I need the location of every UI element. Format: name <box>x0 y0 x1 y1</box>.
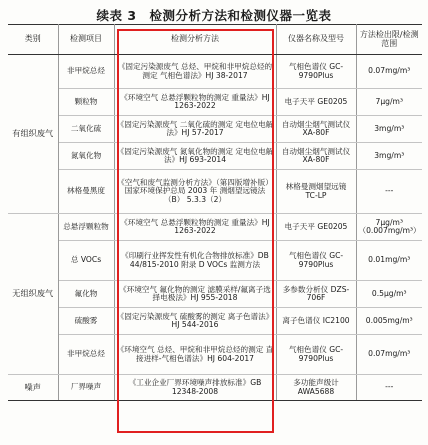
cell-limit: 0.07mg/m³ <box>356 55 422 89</box>
cell-method: 《固定污染源废气 氮氧化物的测定 定电位电解法》HJ 693-2014 <box>114 143 276 170</box>
cell-instrument: 林格曼测烟望远镜 TC-LP <box>276 170 356 214</box>
cell-limit: 0.5μg/m³ <box>356 281 422 308</box>
cell-method: 《环境空气 总悬浮颗粒物的测定 重量法》HJ 1263-2022 <box>114 89 276 116</box>
cell-instrument: 电子天平 GE0205 <box>276 214 356 241</box>
cell-item: 非甲烷总烃 <box>58 335 114 375</box>
method-instrument-table <box>8 24 422 401</box>
cell-item: 厂界噪声 <box>58 375 114 401</box>
cell-method: 《印刷行业挥发性有机化合物排放标准》DB 44/815-2010 附录 D VOCs 监测方法 <box>114 241 276 281</box>
table-row <box>8 143 422 170</box>
header-method: 检测分析方法 <box>114 25 276 55</box>
cell-instrument: 气相色谱仪 GC-9790Plus <box>276 55 356 89</box>
cell-instrument: 电子天平 GE0205 <box>276 89 356 116</box>
header-item: 检测项目 <box>58 25 114 55</box>
cell-instrument: 气相色谱仪 GC-9790Plus <box>276 335 356 375</box>
cell-item: 氟化物 <box>58 281 114 308</box>
cell-item: 总 VOCs <box>58 241 114 281</box>
cell-method: 《固定污染源废气 总烃、甲烷和非甲烷总烃的测定 气相色谱法》HJ 38-2017 <box>114 55 276 89</box>
cell-limit: 3mg/m³ <box>356 143 422 170</box>
cell-item: 非甲烷总烃 <box>58 55 114 89</box>
cell-instrument: 自动烟尘烟气测试仪 XA-80F <box>276 116 356 143</box>
table-row <box>8 308 422 335</box>
table-row <box>8 116 422 143</box>
cell-limit: --- <box>356 375 422 401</box>
cell-limit: 0.01mg/m³ <box>356 241 422 281</box>
table-header-row <box>8 25 422 55</box>
table-row <box>8 89 422 116</box>
cell-method: 《环境空气 总悬浮颗粒物的测定 重量法》HJ 1263-2022 <box>114 214 276 241</box>
cell-method: 《环境空气 总烃、甲烷和非甲烷总烃的测定 直接进样-气相色谱法》HJ 604-2017 <box>114 335 276 375</box>
table-row <box>8 214 422 241</box>
cell-method: 《固定污染源废气 硫酸雾的测定 离子色谱法》HJ 544-2016 <box>114 308 276 335</box>
cell-limit: 7μg/m³ <box>356 89 422 116</box>
cell-instrument: 多功能声级计 AWA5688 <box>276 375 356 401</box>
cell-limit: 0.005mg/m³ <box>356 308 422 335</box>
cell-item: 颗粒物 <box>58 89 114 116</box>
cell-item: 二氧化硫 <box>58 116 114 143</box>
table-row <box>8 281 422 308</box>
cell-instrument: 多参数分析仪 DZS-706F <box>276 281 356 308</box>
table-row <box>8 375 422 401</box>
cell-method: 《固定污染源废气 二氧化硫的测定 定电位电解法》HJ 57-2017 <box>114 116 276 143</box>
header-instrument: 仪器名称及型号 <box>276 25 356 55</box>
cell-method: 《空气和废气监测分析方法》（第四版增补版）国家环境保护总局 2003 年 测烟望远镜法（B） 5.3.3（2） <box>114 170 276 214</box>
cell-limit: 7μg/m³（0.007mg/m³） <box>356 214 422 241</box>
cell-instrument: 自动烟尘烟气测试仪 XA-80F <box>276 143 356 170</box>
cell-instrument: 气相色谱仪 GC-9790Plus <box>276 241 356 281</box>
cell-item: 林格曼黑度 <box>58 170 114 214</box>
cell-method: 《环境空气 氟化物的测定 滤膜采样/氟离子选择电极法》HJ 955-2018 <box>114 281 276 308</box>
table-title: 续表 3 检测分析方法和检测仪器一览表 <box>96 8 332 23</box>
table-row <box>8 335 422 375</box>
cell-limit: --- <box>356 170 422 214</box>
table-row <box>8 241 422 281</box>
category-unorganized: 无组织废气 <box>8 214 58 375</box>
cell-item: 氮氧化物 <box>58 143 114 170</box>
header-category: 类别 <box>8 25 58 55</box>
table-row <box>8 55 422 89</box>
cell-instrument: 离子色谱仪 IC2100 <box>276 308 356 335</box>
cell-limit: 0.07mg/m³ <box>356 335 422 375</box>
category-organized: 有组织废气 <box>8 55 58 214</box>
header-limit: 方法检出限/检测范围 <box>356 25 422 55</box>
cell-item: 硫酸雾 <box>58 308 114 335</box>
cell-item: 总悬浮颗粒物 <box>58 214 114 241</box>
table-row <box>8 170 422 214</box>
cell-method: 《工业企业厂界环境噪声排放标准》GB 12348-2008 <box>114 375 276 401</box>
cell-limit: 3mg/m³ <box>356 116 422 143</box>
category-noise: 噪声 <box>8 375 58 401</box>
